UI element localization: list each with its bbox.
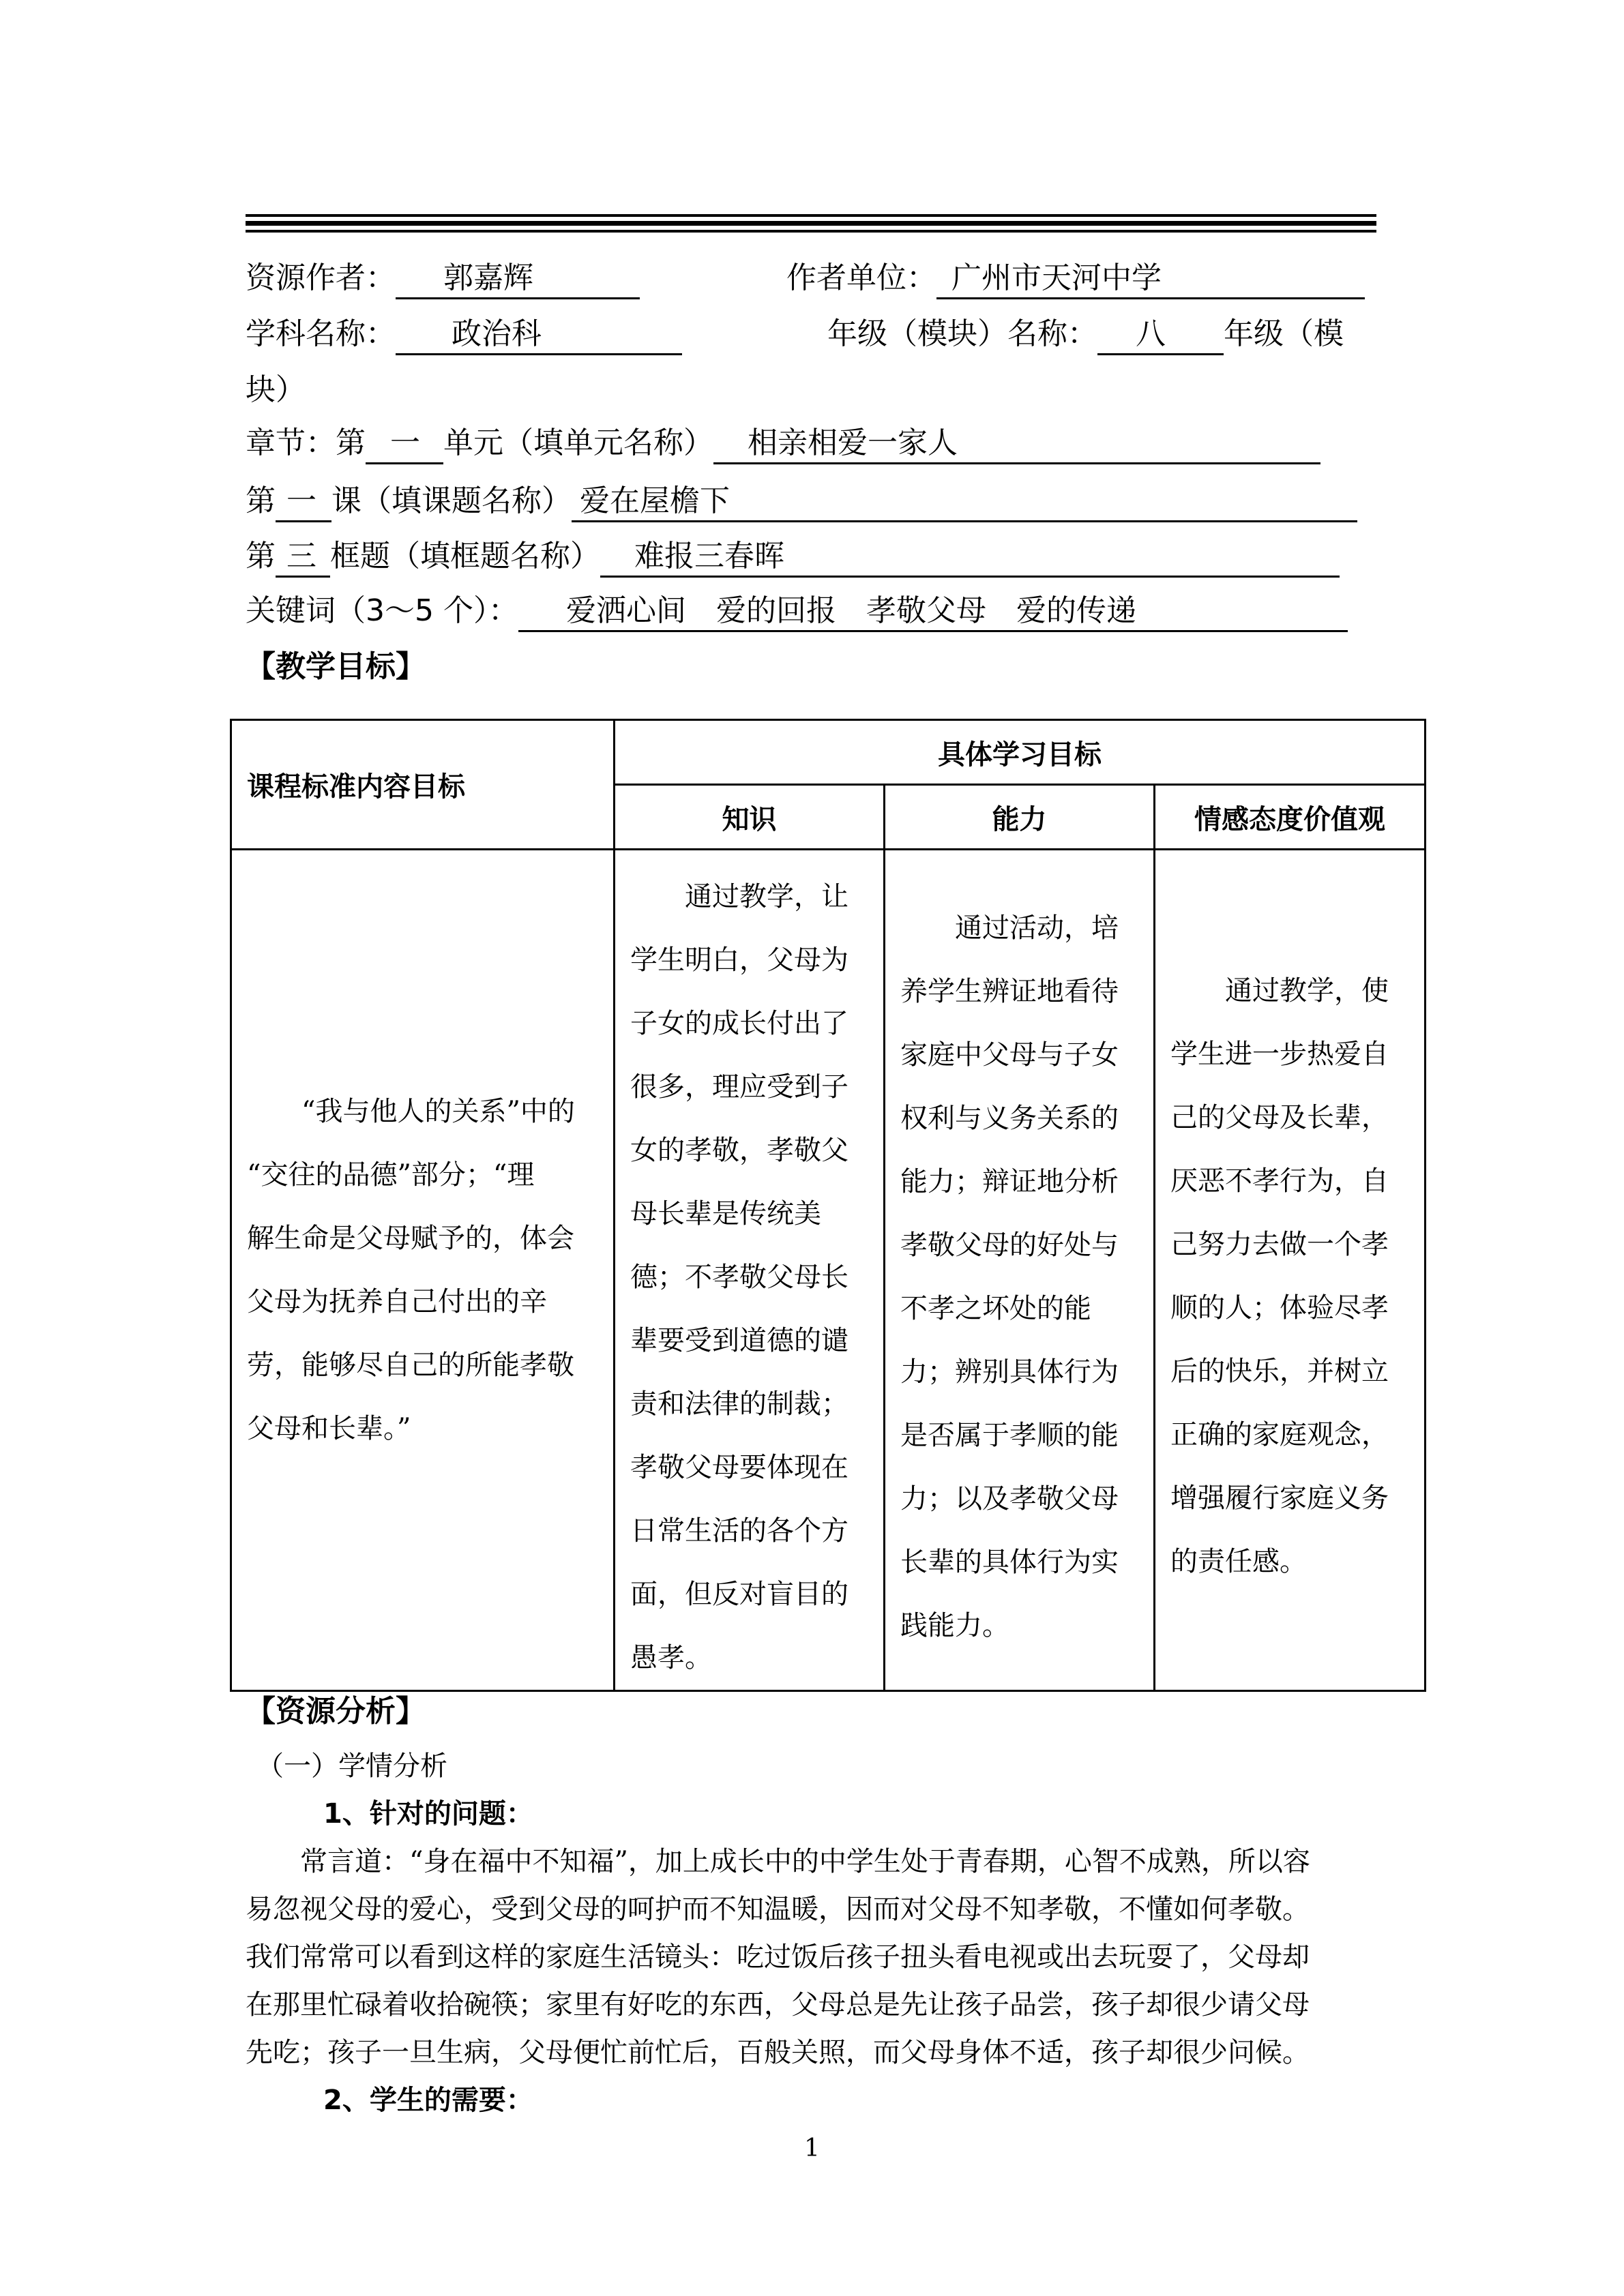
- ability-line: 家庭中父母与子女: [900, 1039, 1119, 1071]
- paragraph-line: 先吃；孩子一旦生病，父母便忙前忙后，百般关照，而父母身体不适，孩子却很少问候。: [246, 2037, 1310, 2068]
- ability-line: 通过活动，培: [955, 912, 1119, 944]
- frame-row: [246, 536, 1340, 578]
- lesson-value: 爱在屋檐下: [572, 482, 1357, 522]
- knowledge-line: 子女的成长付出了: [630, 1008, 848, 1039]
- standard-line: 劳，能够尽自己的所能孝敬: [247, 1349, 574, 1381]
- knowledge-line: 辈要受到道德的谴: [630, 1325, 848, 1356]
- ability-line: 不孝之坏处的能: [900, 1293, 1091, 1324]
- grade-label: 年级（模块）名称：: [827, 316, 1097, 351]
- grade-suffix-wrap: 块）: [246, 372, 306, 407]
- frame-value: 难报三春晖: [600, 537, 1340, 578]
- ability-line: 践能力。: [900, 1610, 1009, 1641]
- grade-value: 八: [1097, 315, 1224, 355]
- lesson-row: [246, 481, 1357, 522]
- lesson-prefix: 第: [246, 483, 276, 518]
- ability-line: 养学生辨证地看待: [900, 976, 1119, 1007]
- emotion-line: 通过教学，使: [1225, 975, 1389, 1007]
- subsection-title: （一）学情分析: [256, 1750, 447, 1782]
- teaching-goals-title: 【教学目标】: [246, 649, 426, 684]
- paragraph-line: 我们常常可以看到这样的家庭生活镜头：吃过饭后孩子扭头看电视或出去玩耍了，父母却: [246, 1941, 1310, 1973]
- emotion-line: 顺的人；体验尽孝: [1170, 1292, 1389, 1324]
- chapter-prefix: 章节：第: [246, 426, 366, 460]
- ability-line: 长辈的具体行为实: [900, 1547, 1119, 1578]
- frame-prefix: 第: [246, 539, 276, 573]
- standard-line: 解生命是父母赋予的，体会: [247, 1222, 574, 1254]
- subject-value: 政治科: [396, 315, 682, 355]
- col-standard-header: 课程标准内容目标: [231, 720, 615, 850]
- ability-line: 孝敬父母的好处与: [900, 1229, 1119, 1261]
- ability-line: 力；辨别具体行为: [900, 1356, 1119, 1388]
- emotion-line: 增强履行家庭义务: [1170, 1482, 1389, 1514]
- subject-label: 学科名称：: [246, 316, 396, 351]
- standard-line: “交往的品德”部分；“理: [247, 1159, 535, 1191]
- col-specific-header: 具体学习目标: [615, 720, 1426, 785]
- chapter-row: [246, 423, 1320, 464]
- teaching-goals-table: [230, 719, 1426, 1692]
- ability-line: 是否属于孝顺的能: [900, 1420, 1119, 1451]
- resource-analysis-title: 【资源分析】: [246, 1694, 426, 1729]
- keywords-value: 爱洒心间 爱的回报 孝敬父母 爱的传递: [518, 592, 1348, 632]
- unit-row: [786, 258, 1365, 299]
- knowledge-line: 德；不孝敬父母长: [630, 1262, 848, 1293]
- emotion-line: 学生进一步热爱自: [1170, 1039, 1389, 1070]
- emotion-cell: [1155, 850, 1426, 1691]
- paragraph-line: 易忽视父母的爱心，受到父母的呵护而不知温暖，因而对父母不知孝敬，不懂如何孝敬。: [246, 1894, 1310, 1925]
- frame-label: 框题（填框题名称）: [330, 539, 600, 573]
- author-label: 资源作者：: [246, 260, 396, 295]
- col-emotion-header: 情感态度价值观: [1155, 785, 1426, 850]
- unit-value: 广州市天河中学: [936, 259, 1365, 299]
- ability-line: 权利与义务关系的: [900, 1103, 1119, 1134]
- standard-line: “我与他人的关系”中的: [301, 1095, 575, 1127]
- subject-row: [246, 314, 682, 355]
- knowledge-line: 责和法律的制裁；: [630, 1388, 848, 1420]
- paragraph-line: 在那里忙碌着收拾碗筷；家里有好吃的东西，父母总是先让孩子品尝，孩子却很少请父母: [246, 1989, 1310, 2021]
- keywords-row: [246, 591, 1348, 632]
- ability-cell: [885, 850, 1155, 1691]
- chapter-value: 相亲相爱一家人: [713, 424, 1320, 464]
- col-ability-header: 能力: [885, 785, 1155, 850]
- page-number: 1: [804, 2134, 820, 2162]
- knowledge-line: 母长辈是传统美: [630, 1198, 821, 1229]
- chapter-label: 单元（填单元名称）: [443, 426, 713, 460]
- unit-label: 作者单位：: [786, 260, 936, 295]
- knowledge-line: 日常生活的各个方: [630, 1515, 848, 1547]
- knowledge-line: 孝敬父母要体现在: [630, 1452, 848, 1483]
- grade-row: [827, 314, 1344, 355]
- resource-analysis-body: [246, 1742, 1378, 2124]
- emotion-line: 的责任感。: [1170, 1546, 1307, 1577]
- lesson-num: 一: [276, 482, 331, 522]
- chapter-num: 一: [366, 424, 443, 464]
- emotion-line: 己努力去做一个孝: [1170, 1229, 1389, 1260]
- item2-title: 2、学生的需要：: [323, 2085, 533, 2116]
- grade-suffix: 年级（模: [1224, 316, 1344, 351]
- col-knowledge-header: 知识: [615, 785, 885, 850]
- ability-line: 力；以及孝敬父母: [900, 1483, 1119, 1515]
- frame-num: 三: [276, 537, 330, 578]
- emotion-line: 厌恶不孝行为，自: [1170, 1165, 1389, 1197]
- author-row: [246, 258, 640, 299]
- knowledge-line: 通过教学，让: [685, 881, 848, 912]
- item1-title: 1、针对的问题：: [323, 1798, 533, 1830]
- knowledge-line: 女的孝敬，孝敬父: [630, 1135, 848, 1166]
- knowledge-line: 面，但反对盲目的: [630, 1579, 848, 1610]
- knowledge-line: 学生明白，父母为: [630, 944, 848, 976]
- paragraph-line: 常言道：“身在福中不知福”，加上成长中的中学生处于青春期，心智不成熟，所以容: [300, 1846, 1310, 1877]
- lesson-label: 课（填课题名称）: [331, 483, 572, 518]
- knowledge-line: 很多，理应受到子: [630, 1071, 848, 1103]
- ability-line: 能力；辩证地分析: [900, 1166, 1119, 1197]
- knowledge-line: 愚孝。: [630, 1642, 712, 1673]
- standard-line: 父母为抚养自己付出的辛: [247, 1285, 547, 1317]
- keywords-label: 关键词（3～5 个）：: [246, 593, 518, 628]
- emotion-line: 己的父母及长辈，: [1170, 1102, 1389, 1133]
- header-rule: [246, 214, 1376, 233]
- knowledge-cell: [615, 850, 885, 1691]
- emotion-line: 后的快乐，并树立: [1170, 1356, 1389, 1387]
- author-value: 郭嘉辉: [396, 259, 640, 299]
- standard-line: 父母和长辈。”: [247, 1412, 411, 1444]
- standard-cell: [231, 850, 615, 1691]
- emotion-line: 正确的家庭观念，: [1170, 1419, 1389, 1450]
